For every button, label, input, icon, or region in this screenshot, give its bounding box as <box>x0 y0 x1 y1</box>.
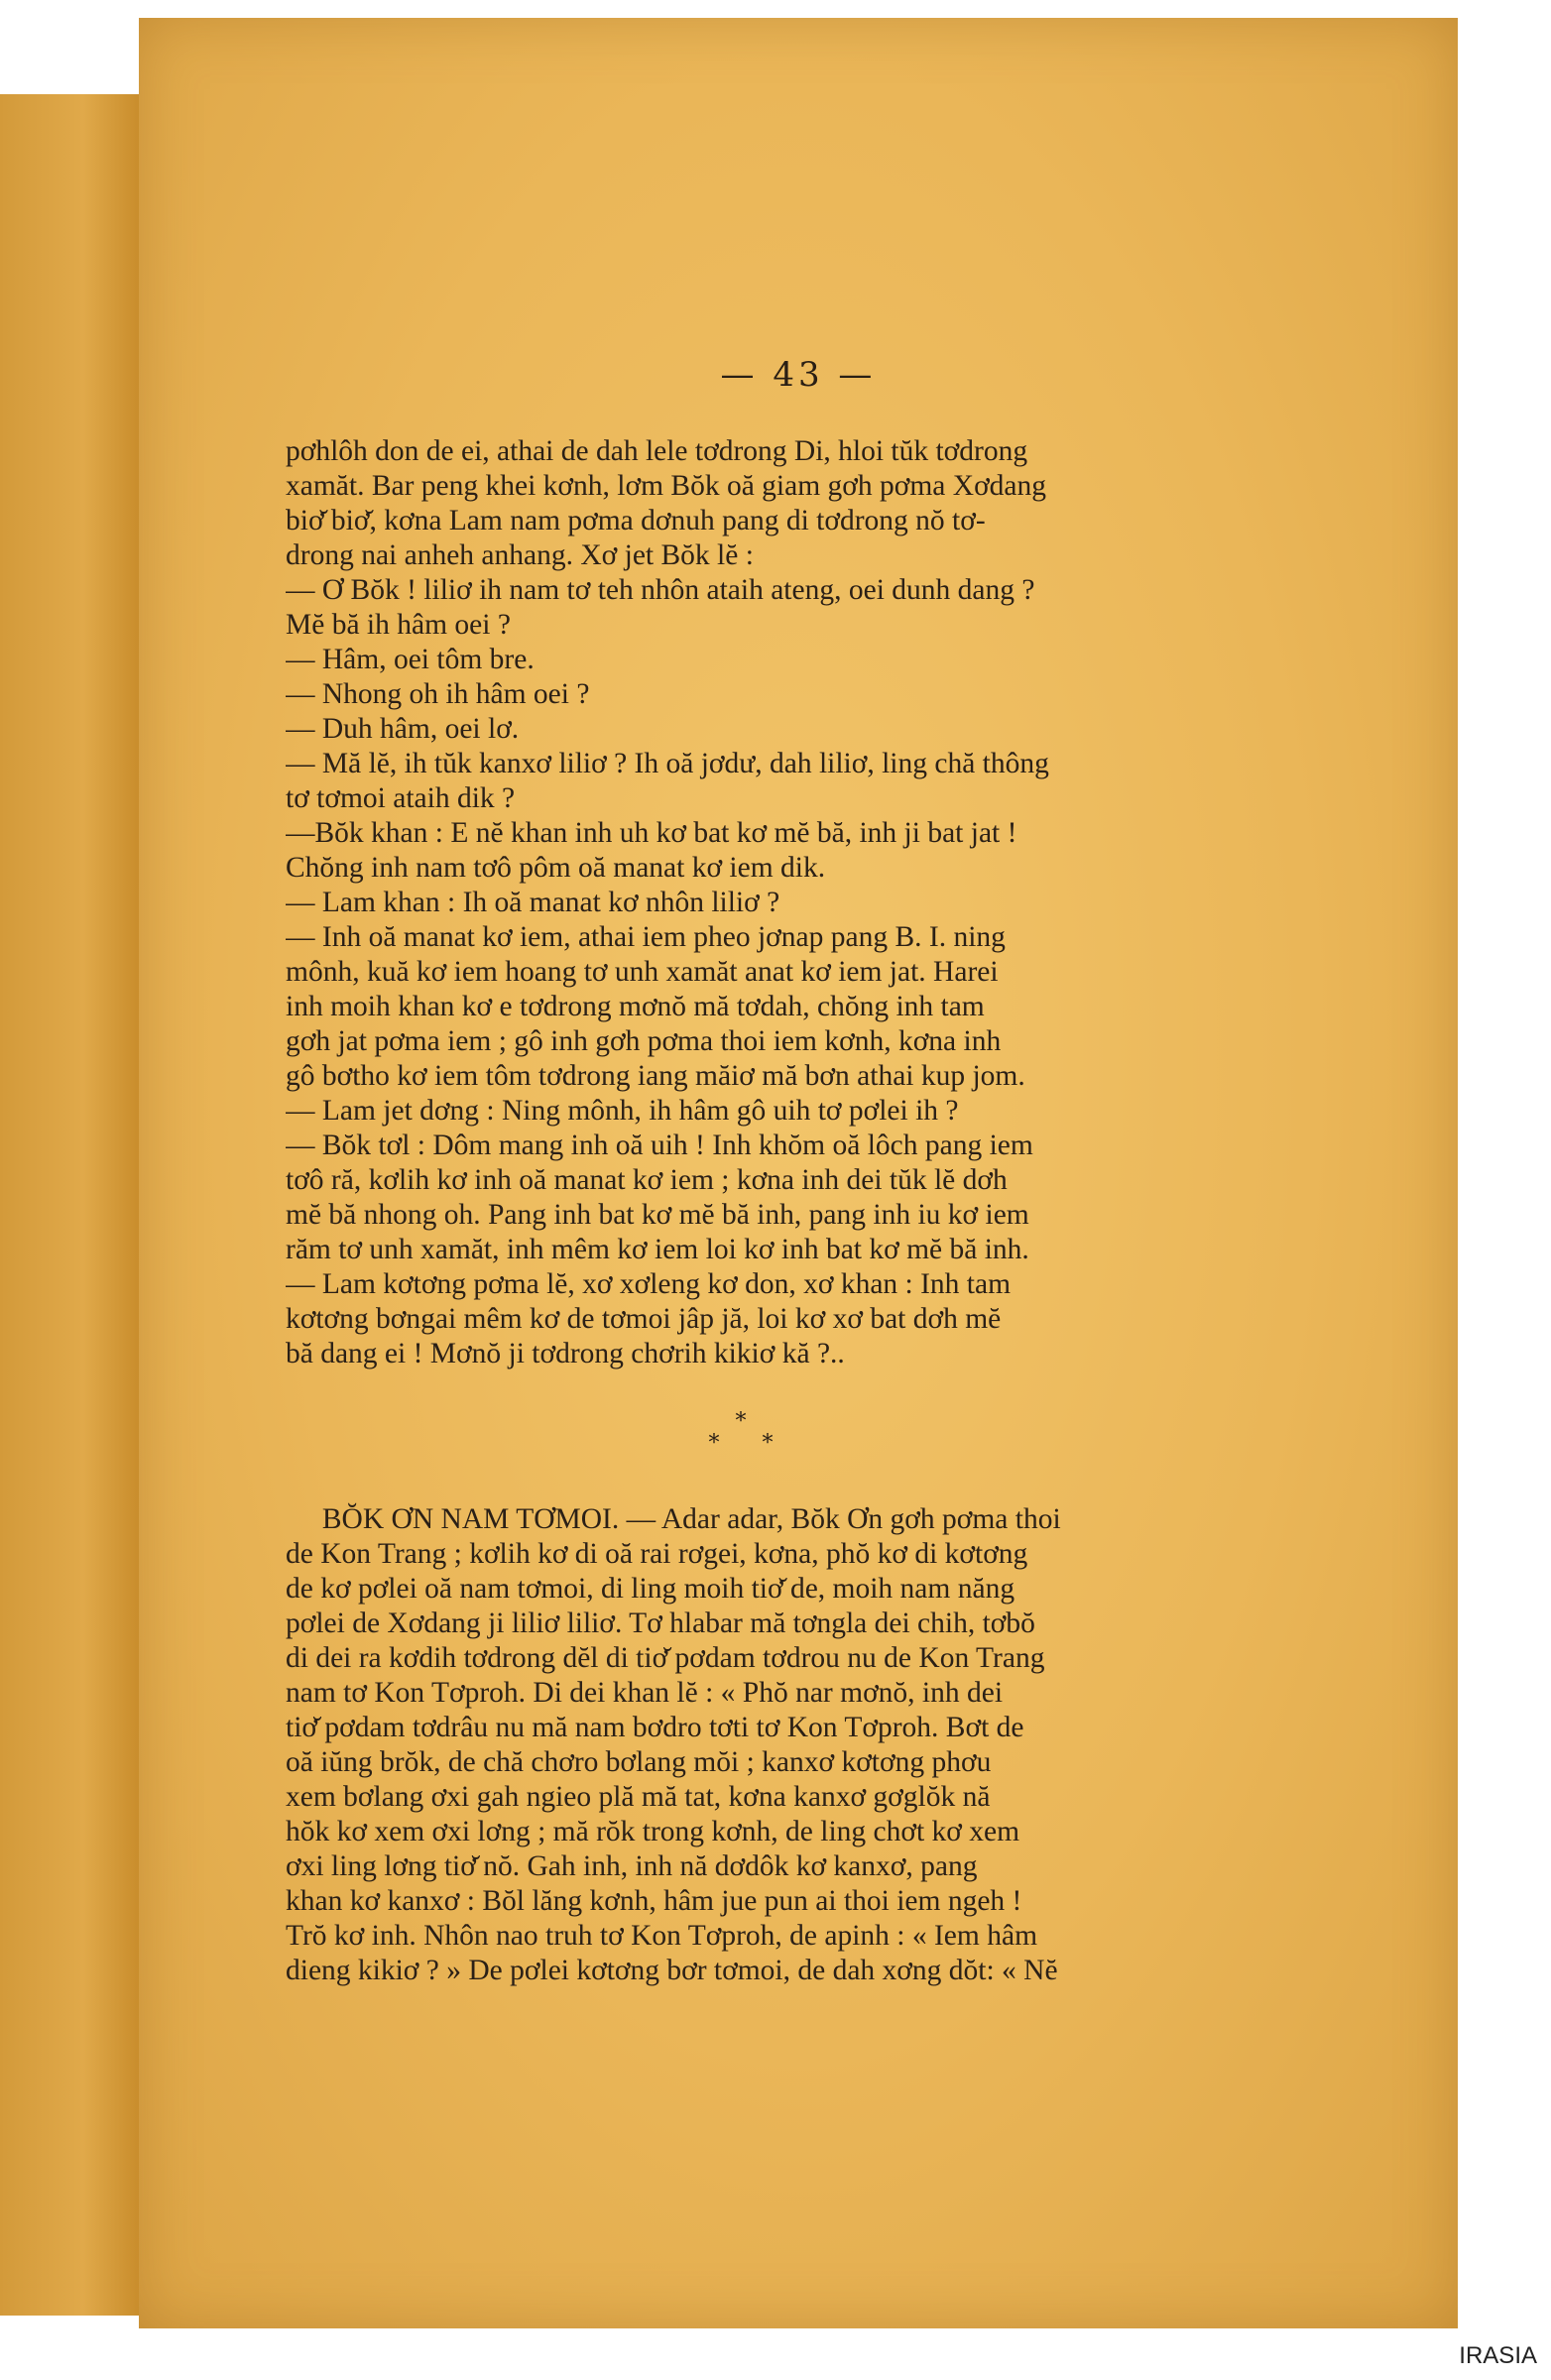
text-line: de kơ pơlei oă nam tơmoi, di ling moih tiơ̆ de, moih nam năng <box>286 1573 1015 1605</box>
text-line: kơtơng bơngai mêm kơ de tơmoi jâp jă, loi kơ xơ bat dơh mĕ <box>286 1303 1002 1335</box>
text-line: — Hâm, oei tôm bre. <box>286 644 535 675</box>
section-separator <box>286 1371 1196 1502</box>
text-line: tơ tơmoi ataih dik ? <box>286 782 516 814</box>
text-line: biơ̆ biơ̆, kơna Lam nam pơma dơnuh pang di tơdrong nŏ tơ- <box>286 505 986 536</box>
source-watermark: IRASIA <box>1459 2342 1537 2369</box>
narrative-paragraph <box>286 1502 1196 1988</box>
text-line: Mĕ bă ih hâm oei ? <box>286 609 511 641</box>
text-line: — Ơ Bŏk ! liliơ ih nam tơ teh nhôn ataih ateng, oei dunh dang ? <box>286 574 1035 606</box>
text-line: inh moih khan kơ e tơdrong mơnŏ mă tơdah, chŏng inh tam <box>286 991 985 1022</box>
text-line: — Mă lĕ, ih tŭk kanxơ liliơ ? Ih oă jơdư, dah liliơ, ling chă thông <box>286 748 1049 779</box>
text-line: bă dang ei ! Mơnŏ ji tơdrong chơrih kikiơ kă ?.. <box>286 1338 845 1369</box>
separator-asterisks-bottom: * * <box>708 1431 791 1456</box>
text-line: răm tơ unh xamăt, inh mêm kơ iem loi kơ inh bat kơ mĕ bă inh. <box>286 1234 1029 1265</box>
dialogue-paragraph <box>286 434 1196 1371</box>
text-line: xamăt. Bar peng khei kơnh, lơm Bŏk oă giam gơh pơma Xơdang <box>286 470 1047 502</box>
text-line: mônh, kuă kơ iem hoang tơ unh xamăt anat kơ iem jat. Harei <box>286 956 999 988</box>
text-line: de Kon Trang ; kơlih kơ di oă rai rơgei, kơna, phŏ kơ di kơtơng <box>286 1538 1028 1570</box>
text-line: hŏk kơ xem ơxi lơng ; mă rŏk trong kơnh, de ling chơt kơ xem <box>286 1816 1020 1847</box>
text-line: Chŏng inh nam tơô pôm oă manat kơ iem dik. <box>286 852 826 884</box>
text-line: tiơ̆ pơdam tơdrâu nu mă nam bơdro tơti tơ Kon Tơproh. Bơt de <box>286 1712 1024 1743</box>
text-line: — Lam jet dơng : Ning mônh, ih hâm gô uih tơ pơlei ih ? <box>286 1095 959 1127</box>
separator-asterisk-top: * <box>735 1409 747 1434</box>
text-line: tơô ră, kơlih kơ inh oă manat kơ iem ; kơna inh dei tŭk lĕ dơh <box>286 1164 1008 1196</box>
text-line: oă iŭng brŏk, de chă chơro bơlang mŏi ; kanxơ kơtơng phơu <box>286 1746 992 1778</box>
text-line: — Nhong oh ih hâm oei ? <box>286 678 590 710</box>
text-line: khan kơ kanxơ : Bŏl lăng kơnh, hâm jue pun ai thoi iem ngeh ! <box>286 1885 1022 1917</box>
text-line: BŎK ƠN NAM TƠMOI. — Adar adar, Bŏk Ơn gơh pơma thoi <box>286 1503 1061 1535</box>
text-line: — Lam kơtơng pơma lĕ, xơ xơleng kơ don, xơ khan : Inh tam <box>286 1268 1012 1300</box>
page-number: — 43 — <box>720 355 877 395</box>
text-line: di dei ra kơdih tơdrong dĕl di tiơ̆ pơdam tơdrou nu de Kon Trang <box>286 1642 1045 1674</box>
text-line: —Bŏk khan : E nĕ khan inh uh kơ bat kơ mĕ bă, inh ji bat jat ! <box>286 817 1017 849</box>
text-line: nam tơ Kon Tơproh. Di dei khan lĕ : « Phŏ nar mơnŏ, inh dei <box>286 1677 1004 1709</box>
text-line: drong nai anheh anhang. Xơ jet Bŏk lĕ : <box>286 539 754 571</box>
text-line: — Duh hâm, oei lơ. <box>286 713 520 745</box>
text-line: pơhlôh don de ei, athai de dah lele tơdrong Di, hloi tŭk tơdrong <box>286 435 1028 467</box>
text-line: — Bŏk tơl : Dôm mang inh oă uih ! Inh khŏm oă lôch pang iem <box>286 1130 1033 1161</box>
text-line: Trŏ kơ inh. Nhôn nao truh tơ Kon Tơproh, de apinh : « Iem hâm <box>286 1920 1038 1952</box>
left-facing-page-edge <box>0 94 142 2316</box>
text-line: gô bơtho kơ iem tôm tơdrong iang măiơ mă bơn athai kup jom. <box>286 1060 1025 1092</box>
book-page <box>139 18 1458 2328</box>
text-line: xem bơlang ơxi gah ngieo plă mă tat, kơna kanxơ gơglŏk nă <box>286 1781 991 1813</box>
text-line: — Inh oă manat kơ iem, athai iem pheo jơnap pang B. I. ning <box>286 921 1006 953</box>
text-line: ơxi ling lơng tiơ̆ nŏ. Gah inh, inh nă dơdôk kơ kanxơ, pang <box>286 1850 978 1882</box>
page-body <box>286 434 1196 1988</box>
text-line: — Lam khan : Ih oă manat kơ nhôn liliơ ? <box>286 887 780 918</box>
text-line: mĕ bă nhong oh. Pang inh bat kơ mĕ bă inh, pang inh iu kơ iem <box>286 1199 1029 1231</box>
text-line: gơh jat pơma iem ; gô inh gơh pơma thoi iem kơnh, kơna inh <box>286 1025 1002 1057</box>
text-line: dieng kikiơ ? » De pơlei kơtơng bơr tơmoi, de dah xơng dŏt: « Nĕ <box>286 1955 1058 1986</box>
text-line: pơlei de Xơdang ji liliơ liliơ. Tơ hlabar mă tơngla dei chih, tơbŏ <box>286 1607 1035 1639</box>
